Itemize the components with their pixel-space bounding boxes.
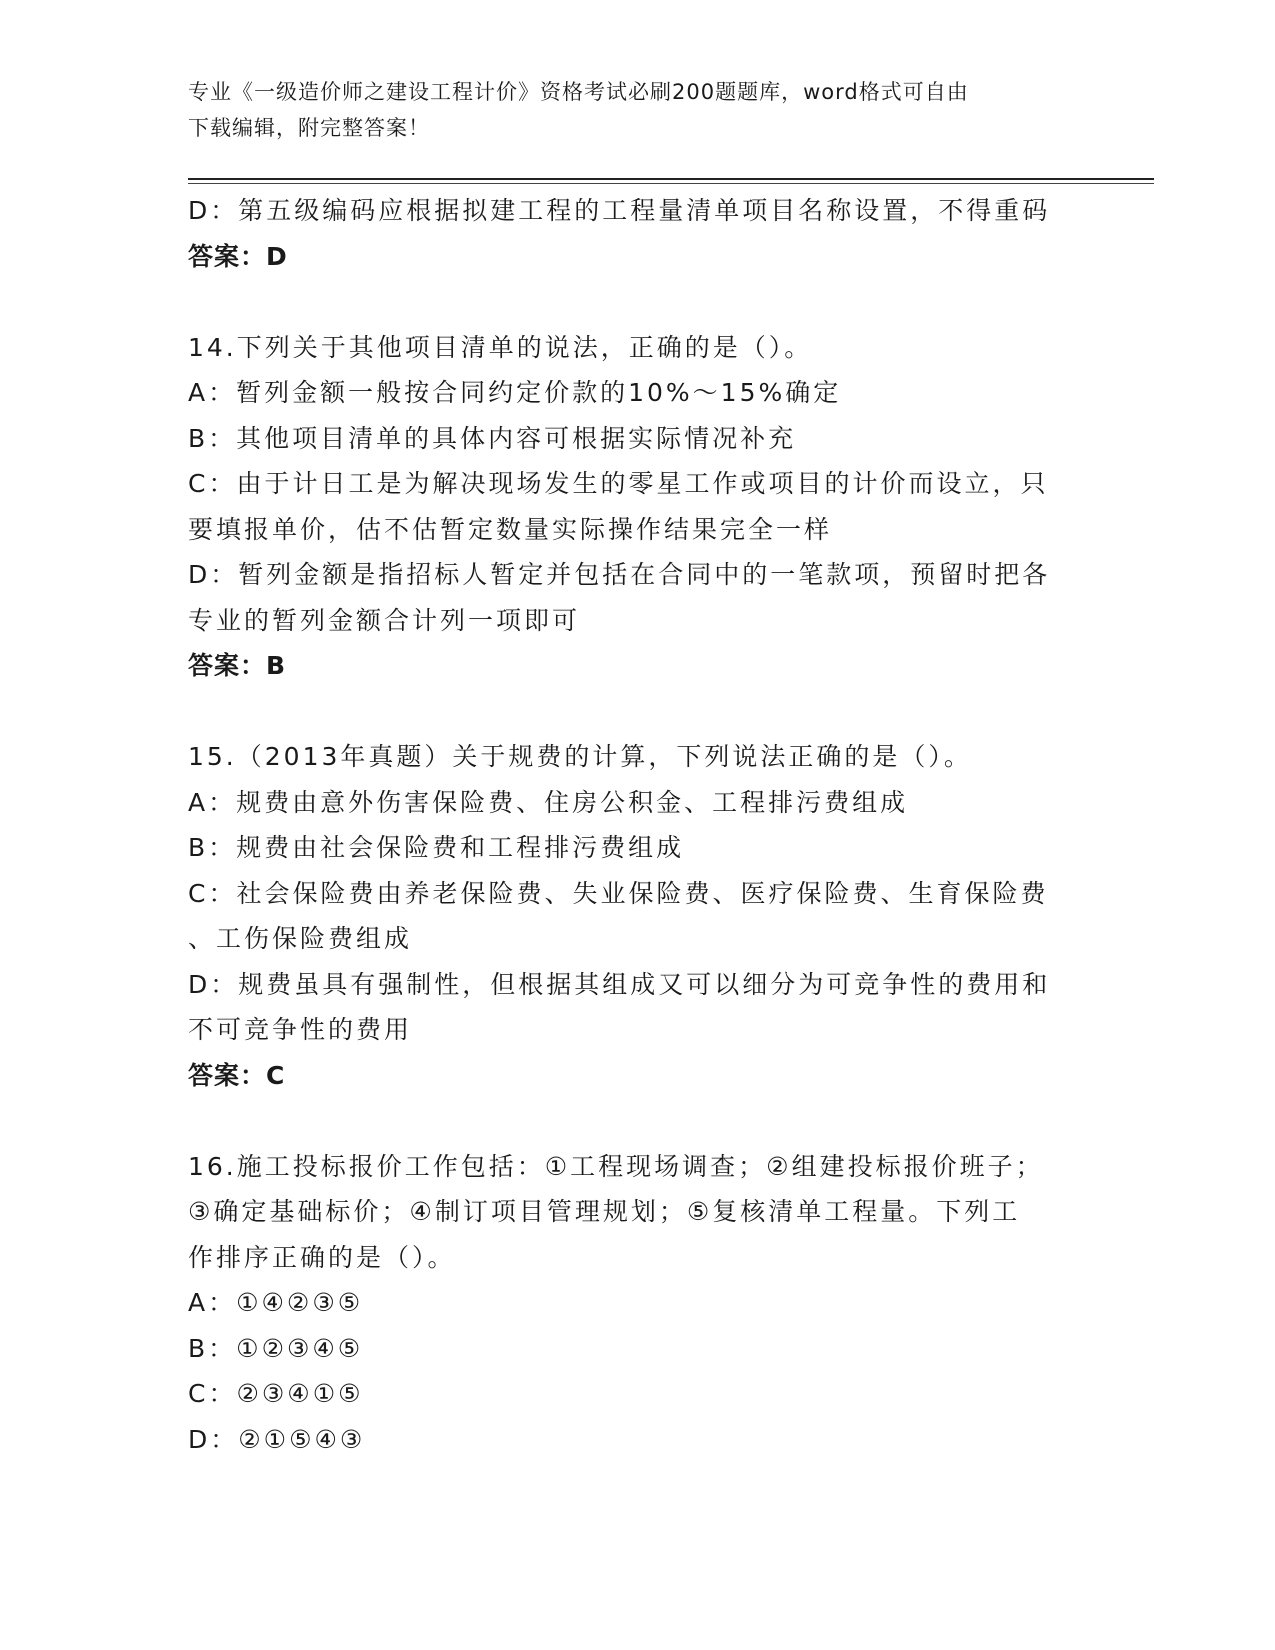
q16-option-d: D：②①⑤④③ bbox=[188, 1424, 366, 1454]
q15-option-b: B：规费由社会保险费和工程排污费组成 bbox=[188, 833, 685, 862]
q15-question: 15.（2013年真题）关于规费的计算，下列说法正确的是（）。 bbox=[188, 742, 972, 771]
q14-answer: 答案：B bbox=[188, 651, 287, 680]
spacer bbox=[188, 1098, 1088, 1144]
q13-option-d: D：第五级编码应根据拟建工程的工程量清单项目名称设置，不得重码 bbox=[188, 196, 1051, 225]
spacer bbox=[188, 689, 1088, 735]
header-line-2: 下载编辑，附完整答案！ bbox=[188, 116, 430, 140]
q16-question-line2: ③确定基础标价；④制订项目管理规划；⑤复核清单工程量。下列工 bbox=[188, 1197, 1021, 1226]
q14-option-c-line2: 要填报单价，估不估暂定数量实际操作结果完全一样 bbox=[188, 514, 833, 544]
q14-question: 14.下列关于其他项目清单的说法，正确的是（）。 bbox=[188, 332, 813, 362]
q15-option-c-line2: 、工伤保险费组成 bbox=[188, 924, 413, 953]
document-header bbox=[188, 74, 1068, 146]
q15-option-d-line2: 不可竞争性的费用 bbox=[188, 1015, 413, 1044]
q16-question-line3: 作排序正确的是（）。 bbox=[188, 1242, 456, 1272]
q14-option-c-line1: C：由于计日工是为解决现场发生的零星工作或项目的计价而设立，只 bbox=[188, 469, 1049, 498]
document-body bbox=[188, 188, 1088, 1462]
spacer bbox=[188, 279, 1088, 325]
q14-option-b: B：其他项目清单的具体内容可根据实际情况补充 bbox=[188, 423, 797, 453]
q14-option-d-line1: D：暂列金额是指招标人暂定并包括在合同中的一笔款项，预留时把各 bbox=[188, 560, 1051, 589]
q15-option-d-line1: D：规费虽具有强制性，但根据其组成又可以细分为可竞争性的费用和 bbox=[188, 969, 1051, 999]
q16-option-c: C：②③④①⑤ bbox=[188, 1379, 364, 1408]
q16-question-line1: 16.施工投标报价工作包括：①工程现场调查；②组建投标报价班子； bbox=[188, 1151, 1044, 1181]
q14-option-d-line2: 专业的暂列金额合计列一项即可 bbox=[188, 605, 581, 635]
q16-option-a: A：①④②③⑤ bbox=[188, 1288, 364, 1317]
q15-option-a: A：规费由意外伤害保险费、住房公积金、工程排污费组成 bbox=[188, 787, 909, 817]
q15-option-c-line1: C：社会保险费由养老保险费、失业保险费、医疗保险费、生育保险费 bbox=[188, 878, 1049, 908]
header-line-1: 专业《一级造价师之建设工程计价》资格考试必刷200题题库，word格式可自由 bbox=[188, 80, 969, 104]
header-divider-thick bbox=[188, 178, 1154, 180]
q13-answer: 答案：D bbox=[188, 241, 288, 271]
q15-answer: 答案：C bbox=[188, 1060, 286, 1090]
q16-option-b: B：①②③④⑤ bbox=[188, 1333, 364, 1363]
header-divider-thin bbox=[188, 183, 1154, 184]
q14-option-a: A：暂列金额一般按合同约定价款的10%～15%确定 bbox=[188, 378, 842, 407]
